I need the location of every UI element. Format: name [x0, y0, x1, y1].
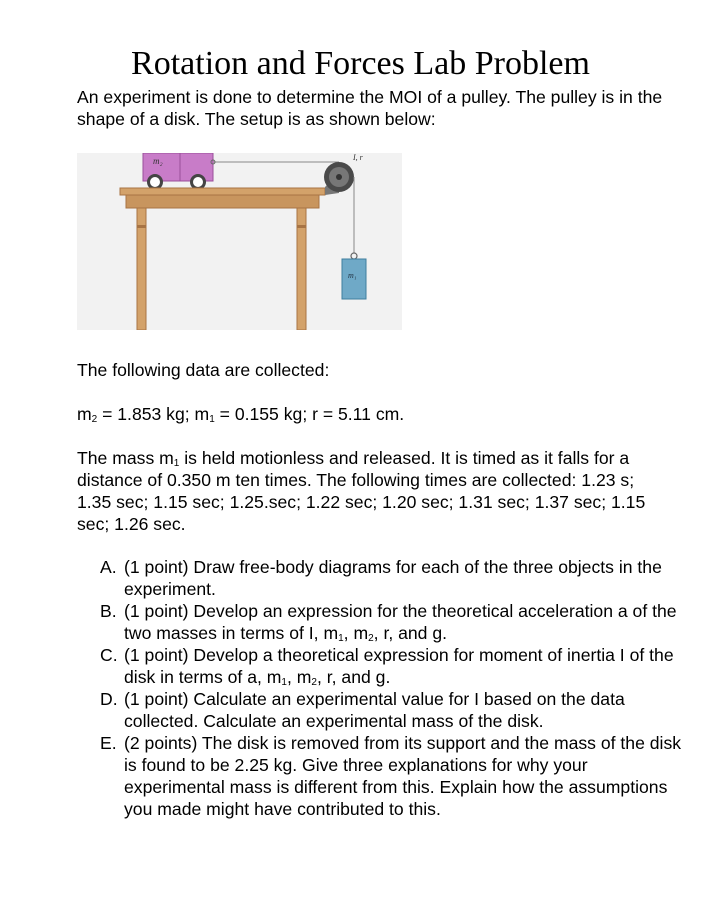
setup-diagram — [77, 153, 402, 330]
question-item-a: A. (1 point) Draw free-body diagrams for each of the three objects in the experiment. — [100, 557, 662, 599]
question-item-d: D. (1 point) Calculate an experimental value for I based on the data collected. Calculate an experimental mass of the disk. — [100, 689, 625, 731]
question-item-e: E. (2 points) The disk is removed from its support and the mass of the disk is found to be 2.25 kg. Give three explanations for why your experimental mass is different from this. Explain how the assumptions you made might have contributed to this. — [100, 733, 682, 819]
table-apron — [126, 195, 319, 208]
mass-values: $m_2 = 1.853$ kg; $m_1 = 0.155$ kg; r = 5.11 cm. — [77, 404, 405, 425]
cart-label: m₂ — [153, 156, 163, 166]
page-title: Rotation and Forces Lab Problem — [131, 45, 590, 82]
procedure-paragraph: The mass $m_1$ is held motionless and released. It is timed as it falls for a distance of 0.350 m ten times. The following times are collected: 1.23 s; 1.35 sec; 1.15 sec; 1.25.sec; 1.22 sec; 1.20 sec; 1.31 sec; 1.37 sec; 1.15 sec; 1.26 sec. — [77, 448, 646, 534]
pulley-label: I, r — [353, 153, 363, 162]
cart-wheel-left — [149, 176, 162, 189]
table-top — [120, 188, 325, 195]
cart-wheel-right — [192, 176, 205, 189]
hanging-mass-label: m₁ — [348, 271, 357, 280]
question-item-b: B. (1 point) Develop an expression for the theoretical acceleration a of the two masses in terms of I, $m_1$, $m_2$, r, and g. — [100, 601, 677, 644]
question-item-c: C. (1 point) Develop a theoretical expression for moment of inertia I of the disk in terms of a, $m_1$, $m_2$, r, and g. — [100, 645, 674, 688]
experiment-setup-figure — [77, 153, 402, 330]
intro-paragraph: An experiment is done to determine the MOI of a pulley. The pulley is in the shape of a disk. The setup is as shown below: — [77, 87, 663, 129]
data-intro: The following data are collected: — [77, 360, 330, 380]
question-list — [77, 556, 689, 820]
